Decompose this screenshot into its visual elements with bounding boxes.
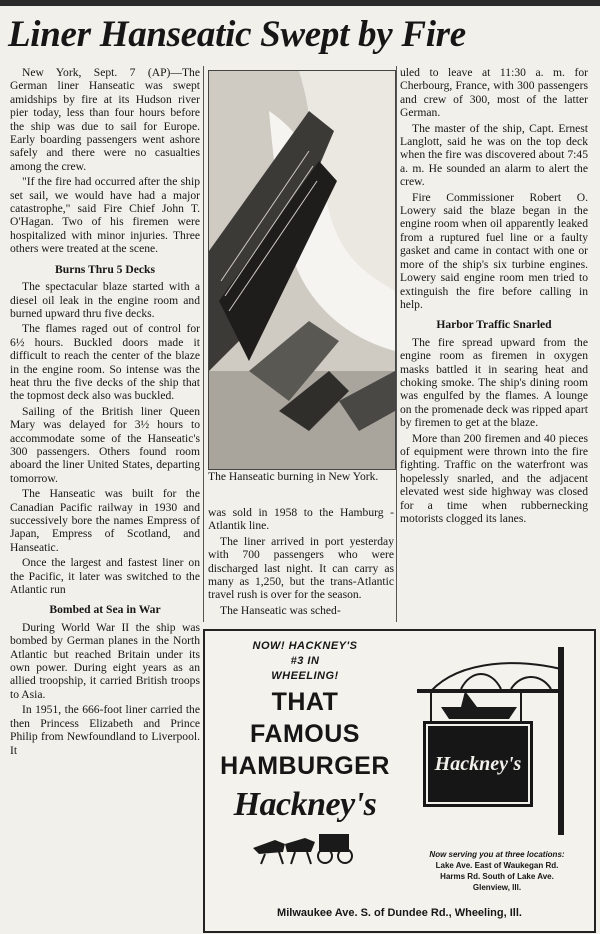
ad-now-line: #3 IN: [290, 655, 320, 667]
location-line: Lake Ave. East of Waukegan Rd.: [435, 861, 559, 870]
photo-caption: [208, 470, 394, 483]
location-line: Glenview, Ill.: [472, 883, 522, 892]
column-rule: [203, 66, 204, 622]
paragraph: During World War II the ship was bombed by German planes in the North Atlantic but reached Britain under its own power. During eight years as an allied troopship, it carried British troops to Asia.: [10, 620, 200, 701]
paragraph: Fire Commissioner Robert O. Lowery said the blaze began in the engine room when oil apparently leaked from a ruptured fuel line or a faulty gasket and came in contact with one or more of the ship's six turbine engines. Lowery said engine room men tried to extinguish the fire before calling in help.: [400, 190, 588, 311]
headline: Liner Hanseatic Swept by Fire: [8, 14, 466, 55]
paragraph: "If the fire had occurred after the ship set sail, we would have had a major catastrophe," said Fire Chief John T. O'Hagan. Two of his firemen were hospitalized with minor injuries. Three others were treated at the scene.: [10, 175, 200, 256]
column-rule: [396, 66, 397, 622]
ad-right-panel: [401, 639, 587, 901]
subheading: Harbor Traffic Snarled: [436, 318, 552, 332]
subheading: Burns Thru 5 Decks: [55, 262, 155, 276]
paragraph: was sold in 1958 to the Hamburg - Atlantik line.: [208, 506, 394, 533]
ad-famous-line: FAMOUS: [250, 720, 360, 748]
locations-heading: Now serving you at three locations:: [429, 850, 565, 859]
carriage-illustration: [245, 826, 365, 866]
paragraph: Sailing of the British liner Queen Mary was delayed for 3½ hours to accommodate some of the Hanseatic's 300 passengers. Others found room aboard the liner United States, departing tomorrow.: [10, 404, 200, 485]
paragraph: The Hanseatic was sched-: [220, 603, 341, 617]
subheading: Bombed at Sea in War: [49, 603, 161, 617]
ad-address-line: Milwaukee Ave. S. of Dundee Rd., Wheeling, Ill.: [277, 907, 522, 919]
paragraph: The master of the ship, Capt. Ernest Langlott, said he was on the top deck when the fire was discovered about 7:45 a. m. He sounded an alarm to alert the crew.: [400, 121, 588, 189]
paragraph: The spectacular blaze started with a diesel oil leak in the engine room and burned upward thru five decks.: [10, 280, 200, 320]
paragraph: The liner arrived in port yesterday with 700 passengers who were discharged last night. It can carry as many as 1,250, but the trans-Atlantic travel rush is over for the season.: [208, 534, 394, 602]
paragraph: In 1951, the 666-foot liner carried the then Princess Elizabeth and Prince Philip from Newfoundland to Liverpool. It: [10, 703, 200, 757]
top-border: [0, 0, 600, 6]
paragraph: More than 200 firemen and 40 pieces of equipment were thrown into the fire fighting. Traffic on the waterfront was hopelessly snarled, and the adjacent elevated west side highway was closed for a time when rubbernecking motorists clogged its lanes.: [400, 431, 588, 525]
ad-famous-line: THAT: [271, 688, 339, 716]
paragraph: uled to leave at 11:30 a. m. for Cherbourg, France, with 300 passengers and crew of 300, most of the latter German.: [400, 66, 588, 120]
article-column-3: [400, 66, 588, 527]
paragraph: The Hanseatic was built for the Canadian Pacific railway in 1930 and successively bore the names Empress of Japan, Empress of Scotland, and Hanseatic.: [10, 487, 200, 554]
location-line: Harms Rd. South of Lake Ave.: [440, 872, 554, 881]
paragraph: The flames raged out of control for 6½ hours. Buckled doors made it difficult to reach the center of the blaze in the engine room. So intense was the heat thru the five decks of the ship that the topmost deck also was buckled.: [10, 322, 200, 403]
paragraph: The fire spread upward from the engine room as firemen in oxygen masks battled it in searing heat and choking smoke. The ship's dining room was engulfed by the flames. A lounge on the promenade deck was ripped apart by firemen to get at the blaze.: [400, 335, 588, 430]
ad-brand-logo: Hackney's: [233, 786, 377, 823]
paragraph: Once the largest and fastest liner on the Pacific, it later was switched to the Atlantic run: [10, 556, 200, 597]
ad-locations: [409, 849, 585, 893]
ad-left-panel: [213, 639, 397, 871]
ad-now-line: WHEELING!: [271, 670, 339, 682]
caption-text: The Hanseatic burning in New York.: [208, 470, 379, 483]
ship-fire-photo: [208, 70, 396, 470]
ad-famous-line: HAMBURGER: [220, 752, 390, 780]
hanging-sign: Hackney's: [423, 721, 533, 807]
article-column-2: [208, 506, 394, 619]
hackneys-advertisement: [203, 629, 596, 933]
ad-now-line: NOW! HACKNEY'S: [252, 640, 358, 652]
paragraph: New York, Sept. 7 (AP)—The German liner Hanseatic was swept amidships by fire at its Hudson river pier today, less than four hours before the ship was due to sail for Europe. Early boarding passengers went ashore safely and there were no casualties among the crew.: [10, 66, 200, 173]
article-column-1: [10, 66, 200, 759]
